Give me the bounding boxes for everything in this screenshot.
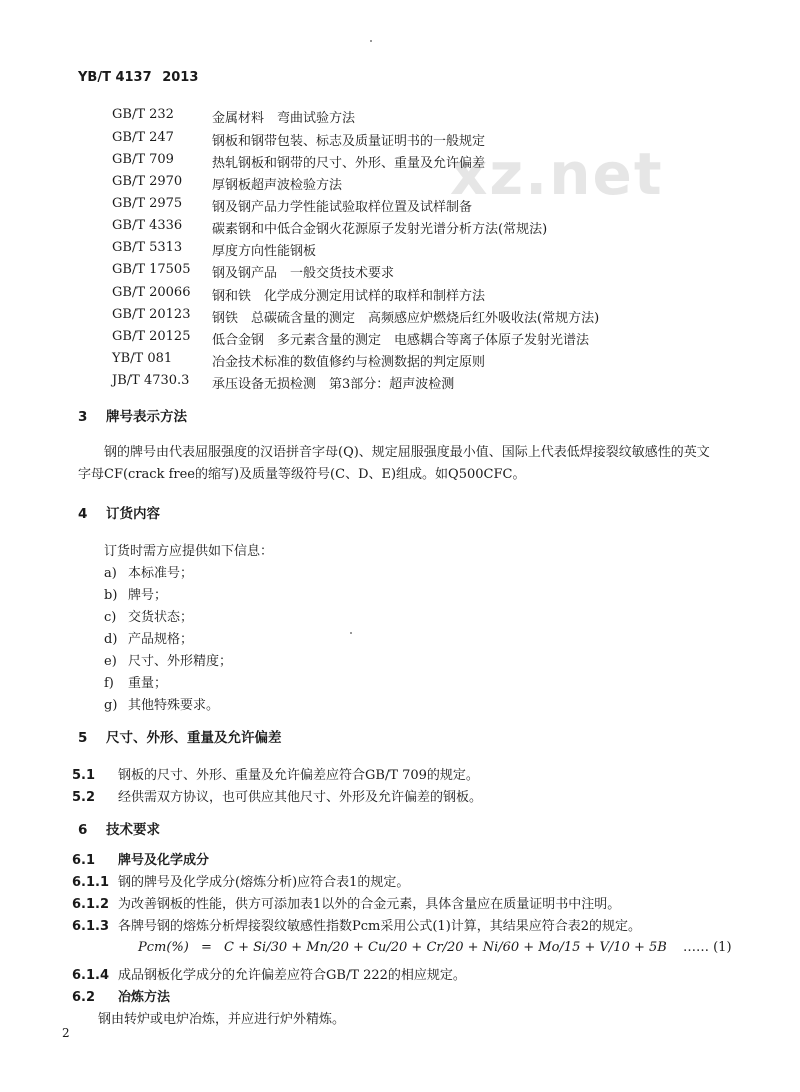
formula-rhs: C + Si/30 + Mn/20 + Cu/20 + Cr/20 + Ni/60 + Mo/15 + V/10 + 5B (224, 940, 667, 955)
clause (72, 786, 482, 805)
clause-text: 经供需双方协议，也可供应其他尺寸、外形及允许偏差的钢板。 (118, 790, 483, 805)
list-item (104, 650, 232, 669)
reference-code: JB/T 4730.3 (112, 373, 190, 388)
section-title: 尺寸、外形、重量及允许偏差 (106, 730, 282, 746)
reference-item (0, 307, 800, 327)
pcm-formula (138, 940, 732, 955)
clause-number: 6.1.3 (72, 919, 110, 934)
section-3-heading (78, 405, 187, 425)
clause (72, 893, 620, 912)
reference-item (0, 285, 800, 305)
list-item-label: a) (104, 566, 117, 581)
list-item-text: 尺寸、外形精度； (128, 654, 233, 669)
reference-code: GB/T 709 (112, 152, 174, 167)
formula-equals: = (201, 940, 212, 955)
reference-title: 厚钢板超声波检验方法 (212, 178, 343, 193)
clause-number: 6.2 (72, 990, 96, 1005)
reference-title: 冶金技术标准的数值修约与检测数据的判定原则 (212, 355, 486, 370)
clause-text: 成品钢板化学成分的允许偏差应符合GB/T 222的相应规定。 (118, 968, 466, 983)
page-header (78, 70, 198, 85)
reference-code: YB/T 081 (112, 351, 173, 366)
reference-title: 钢及钢产品力学性能试验取样位置及试样制备 (212, 200, 473, 215)
section-number: 6 (78, 822, 88, 838)
reference-item (0, 152, 800, 172)
list-item (104, 628, 193, 647)
reference-title: 热轧钢板和钢带的尺寸、外形、重量及允许偏差 (212, 156, 486, 171)
reference-title: 钢铁 总碳硫含量的测定 高频感应炉燃烧后红外吸收法(常规方法) (212, 311, 600, 326)
list-item (104, 562, 193, 581)
clause-number: 5.2 (72, 790, 96, 805)
reference-code: GB/T 4336 (112, 218, 183, 233)
clause (72, 915, 641, 934)
list-item-label: e) (104, 654, 117, 669)
reference-item (0, 174, 800, 194)
list-item-text: 交货状态； (128, 610, 194, 625)
clause-text: 钢的牌号及化学成分(熔炼分析)应符合表1的规定。 (118, 875, 410, 890)
scan-speck (370, 40, 372, 42)
formula-number: …… (1) (682, 940, 732, 955)
subsection-6-1-heading (72, 849, 209, 868)
section-number: 3 (78, 409, 88, 425)
list-item-text: 重量； (128, 676, 168, 691)
standard-year: 2013 (162, 70, 199, 85)
reference-item (0, 218, 800, 238)
clause-number: 6.1.1 (72, 875, 110, 890)
list-item-text: 本标准号； (128, 566, 194, 581)
reference-code: GB/T 2975 (112, 196, 183, 211)
reference-title: 低合金钢 多元素含量的测定 电感耦合等离子体原子发射光谱法 (212, 333, 590, 348)
list-item-label: d) (104, 632, 118, 647)
reference-item (0, 130, 800, 150)
reference-title: 钢及钢产品 一般交货技术要求 (212, 266, 395, 281)
reference-item (0, 329, 800, 349)
reference-item (0, 240, 800, 260)
reference-code: GB/T 2970 (112, 174, 183, 189)
reference-item (0, 196, 800, 216)
clause-text: 为改善钢板的性能，供方可添加表1以外的合金元素，具体含量应在质量证明书中注明。 (118, 897, 621, 912)
section-number: 5 (78, 730, 88, 746)
list-item-label: f) (104, 676, 114, 691)
reference-code: GB/T 20066 (112, 285, 191, 300)
reference-title: 钢板和钢带包装、标志及质量证明书的一般规定 (212, 134, 486, 149)
subsection-6-2-heading (72, 986, 170, 1005)
formula-lhs: Pcm(%) (138, 940, 189, 955)
clause-text: 各牌号钢的熔炼分析焊接裂纹敏感性指数Pcm采用公式(1)计算，其结果应符合表2的规定。 (118, 919, 642, 934)
clause-number: 6.1 (72, 853, 96, 868)
section-6-heading (78, 818, 160, 838)
reference-title: 承压设备无损检测 第3部分：超声波检测 (212, 377, 455, 392)
standard-code: YB/T 4137 (78, 70, 152, 85)
clause-text: 钢板的尺寸、外形、重量及允许偏差应符合GB/T 709的规定。 (118, 768, 479, 783)
section-3-paragraph: 钢的牌号由代表屈服强度的汉语拼音字母(Q)、规定屈服强度最小值、国际上代表低焊接裂纹敏感性的英文字母CF(crack free的缩写)及质量等级符号(C、D、E)组成。如Q500CFC。 (78, 445, 710, 482)
reference-item (0, 351, 800, 371)
reference-code: GB/T 20123 (112, 307, 191, 322)
clause (72, 871, 409, 890)
section-title: 订货内容 (106, 506, 160, 522)
reference-item (0, 373, 800, 393)
list-item-text: 产品规格； (128, 632, 194, 647)
section-number: 4 (78, 506, 88, 522)
list-item (104, 694, 219, 713)
clause-number: 6.1.2 (72, 897, 110, 912)
reference-title: 钢和铁 化学成分测定用试样的取样和制样方法 (212, 289, 486, 304)
reference-code: GB/T 5313 (112, 240, 183, 255)
section-title: 技术要求 (106, 822, 160, 838)
list-item-text: 牌号； (128, 588, 168, 603)
list-item-label: c) (104, 610, 117, 625)
reference-title: 碳素钢和中低合金钢火花源原子发射光谱分析方法(常规法) (212, 222, 548, 237)
scan-speck (350, 632, 352, 634)
reference-code: GB/T 247 (112, 130, 174, 145)
list-item (104, 606, 193, 625)
reference-item (0, 262, 800, 282)
list-item-text: 其他特殊要求。 (128, 698, 220, 713)
section-title: 牌号表示方法 (106, 409, 187, 425)
subsection-6-2-text: 钢由转炉或电炉冶炼，并应进行炉外精炼。 (98, 1012, 346, 1027)
clause (72, 964, 466, 983)
list-item-label: b) (104, 588, 118, 603)
watermark-text: xz.net (450, 140, 664, 208)
reference-code: GB/T 17505 (112, 262, 191, 277)
subsection-title: 牌号及化学成分 (118, 853, 210, 868)
reference-code: GB/T 20125 (112, 329, 191, 344)
section-4-intro: 订货时需方应提供如下信息： (104, 544, 274, 559)
section-4-heading (78, 502, 160, 522)
subsection-title: 冶炼方法 (118, 990, 171, 1005)
clause-number: 6.1.4 (72, 968, 110, 983)
clause-number: 5.1 (72, 768, 96, 783)
reference-title: 金属材料 弯曲试验方法 (212, 111, 356, 126)
list-item (104, 584, 167, 603)
section-5-heading (78, 726, 282, 746)
clause (72, 764, 479, 783)
page-number: 2 (62, 1026, 70, 1040)
reference-code: GB/T 232 (112, 107, 174, 122)
list-item (104, 672, 167, 691)
list-item-label: g) (104, 698, 118, 713)
reference-item (0, 107, 800, 127)
reference-title: 厚度方向性能钢板 (212, 244, 317, 259)
